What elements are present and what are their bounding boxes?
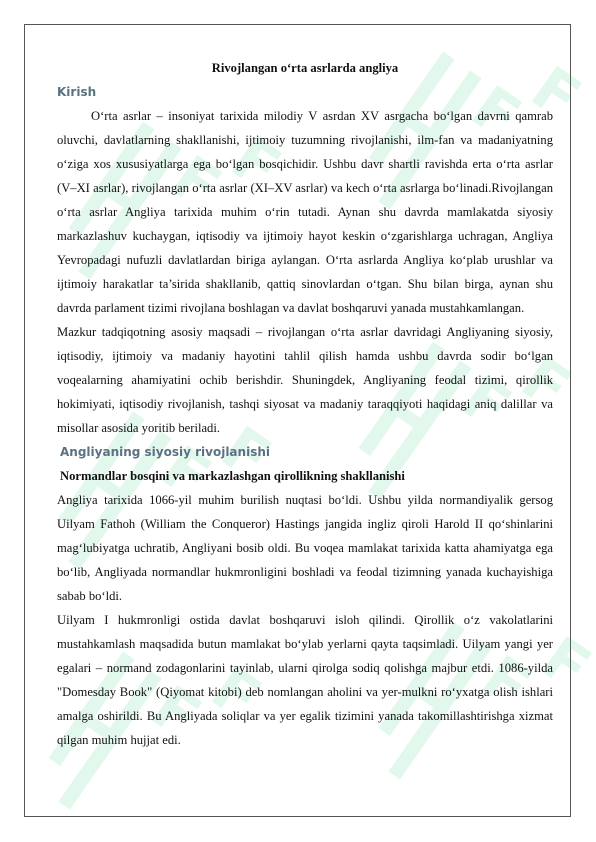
subheading-norman: Normandlar bosqini va markazlashgan qirollikning shakllanishi bbox=[60, 469, 405, 483]
paragraph-2: Mazkur tadqiqotning asosiy maqsadi – rivojlangan o‘rta asrlar davridagi Angliyaning siyosiy, iqtisodiy, ijtimoiy va madaniy hayotini tahlil qilish hamda ushbu davrda sodir bo‘lgan voqealarning ahamiyatini ochib berishdir. Shuningdek, Angliyaning feodal tizimi, qirollik hokimiyati, iqtisodiy rivojlanish, tashqi siyosat va madaniy taraqqiyoti haqidagi aniq dalillar va misollar asosida yoritib beriladi. bbox=[57, 325, 553, 435]
heading-intro: Kirish bbox=[57, 85, 97, 99]
paragraph-3: Angliya tarixida 1066-yil muhim burilish nuqtasi bo‘ldi. Ushbu yilda normandiyalik gersog Uilyam Fathoh (William the Conqueror) Hastings jangida ingliz qiroli Harold II qo‘shinlarini mag‘lubiyatga uchratib, Angliyani bosib oldi. Bu voqea mamlakat tarixida katta ahamiyatga ega bo‘lib, Angliyada normandlar hukmronligini boshladi va feodal tizimning yanada kuchayishiga sabab bo‘ldi. bbox=[57, 493, 553, 603]
paragraph-4: Uilyam I hukmronligi ostida davlat boshqaruvi isloh qilindi. Qirollik o‘z vakolatlarini mustahkamlash maqsadida butun mamlakat bo‘ylab yerlarni qayta taqsimladi. Uilyam yangi yer egalari – normand zodagonlarini tayinlab, ularni qirolga sodiq qolishga majbur etdi. 1086-yilda "Domesday Book" (Qiyomat kitobi) deb nomlangan aholini va yer-mulkni ro‘yxatga olish ishlari amalga oshirildi. Bu Angliyada soliqlar va yer egalik tizimini yanada takomillashtirishga xizmat qilgan muhim hujjat edi. bbox=[57, 613, 553, 747]
document-title: Rivojlangan o‘rta asrlarda angliya bbox=[211, 61, 399, 75]
heading-politics: Angliyaning siyosiy rivojlanishi bbox=[60, 445, 270, 459]
document-body bbox=[57, 56, 553, 752]
paragraph-1: O‘rta asrlar – insoniyat tarixida milodiy V asrdan XV asrgacha bo‘lgan davrni qamrab oluvchi, davlatlarning shakllanishi, ijtimoiy tuzumning rivojlanishi, ilm-fan va madaniyatning o‘ziga xos xususiyatlarga ega bo‘lgan bosqichidir. Ushbu davr shartli ravishda erta o‘rta asrlar (V–XI asrlar), rivojlangan o‘rta asrlar (XI–XV asrlar) va kech o‘rta asrlarga bo‘linadi.Rivojlangan o‘rta asrlar Angliya tarixida muhim o‘rin tutadi. Aynan shu davrda mamlakatda siyosiy markazlashuv kuchaygan, iqtisodiy va ijtimoiy hayot keskin o‘zgarishlarga uchragan, Angliya Yevropadagi nufuzli davlatlardan biriga aylangan. O‘rta asrlarda Angliya ko‘plab urushlar va ijtimoiy harakatlar ta’sirida shakllanib, qattiq sinovlardan o‘tgan. Shu bilan birga, aynan shu davrda parlament tizimi rivojlana boshlagan va davlat boshqaruvi yanada mustahkamlangan. bbox=[57, 109, 553, 315]
